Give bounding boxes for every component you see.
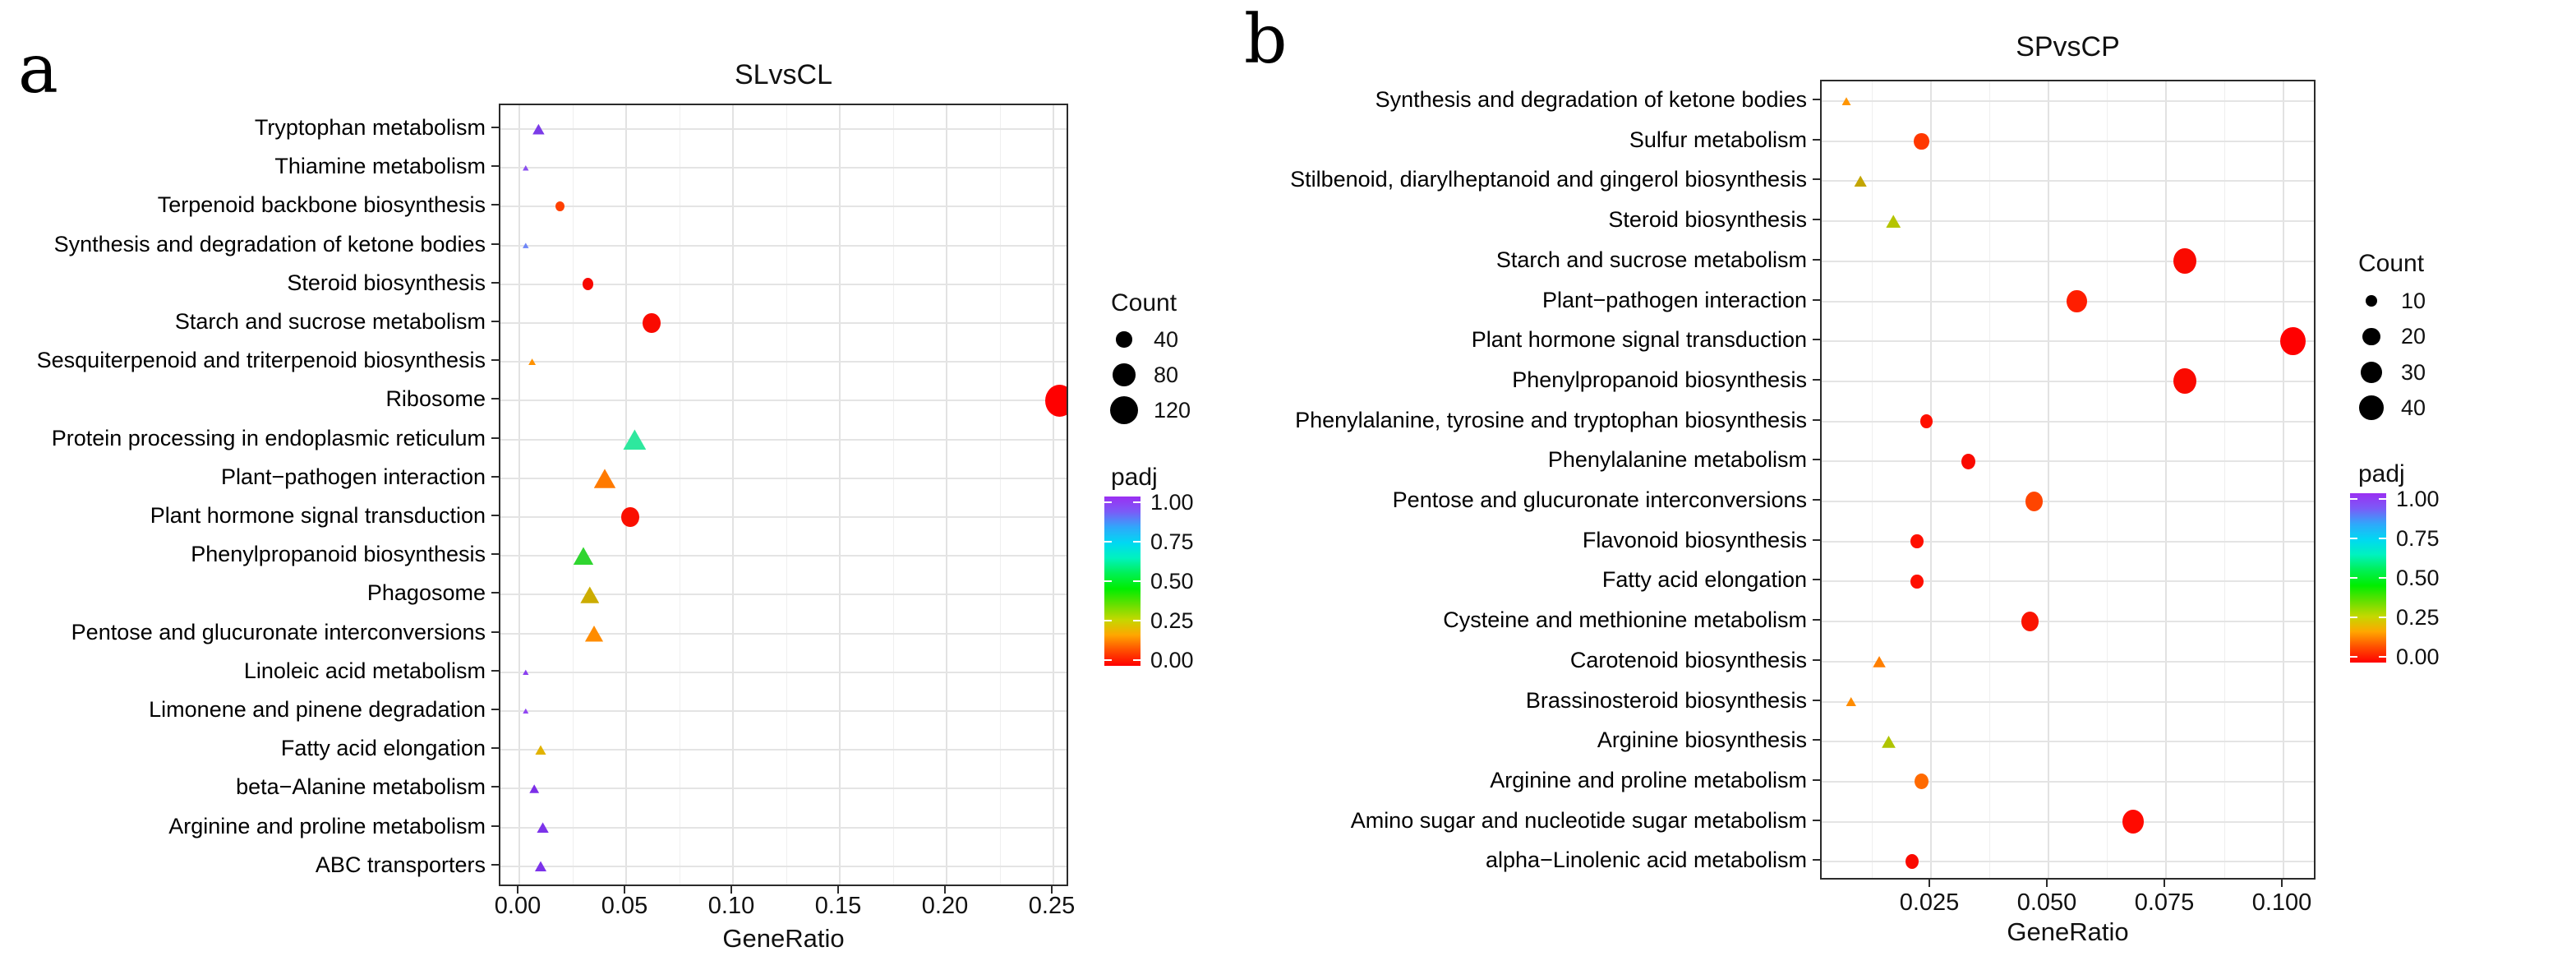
row-gridline (500, 400, 1067, 401)
padj-colorbar-tick (2350, 617, 2357, 618)
panel-a-padj-legend-title: padj (1111, 464, 1158, 491)
y-axis-pathway-label: Phagosome (366, 580, 486, 606)
y-axis-tick-mark (1813, 339, 1820, 340)
legend-count-marker (2362, 328, 2380, 345)
y-axis-tick-mark (1813, 820, 1820, 821)
row-gridline (1822, 180, 2314, 182)
x-axis-tick-label: 0.05 (601, 893, 648, 919)
x-axis-tick-label: 0.075 (2134, 889, 2195, 916)
y-axis-pathway-label: Flavonoid biosynthesis (1582, 527, 1807, 552)
major-gridline (2165, 81, 2167, 878)
y-axis-pathway-label: beta−Alanine metabolism (236, 774, 486, 800)
padj-tick-label: 0.75 (2396, 526, 2440, 551)
row-gridline (1822, 460, 2314, 462)
data-point (1961, 454, 1975, 469)
y-axis-tick-mark (1813, 859, 1820, 861)
row-gridline (1822, 741, 2314, 742)
y-axis-pathway-label: Plant hormone signal transduction (150, 503, 486, 528)
y-axis-tick-mark (1813, 178, 1820, 180)
y-axis-tick-mark (1813, 379, 1820, 381)
y-axis-tick-mark (1813, 739, 1820, 741)
padj-tick-label: 0.00 (2396, 644, 2440, 669)
x-axis-tick-label: 0.025 (1899, 889, 1960, 916)
y-axis-pathway-label: Tryptophan metabolism (254, 115, 486, 140)
row-gridline (1822, 381, 2314, 382)
y-axis-tick-mark (1813, 259, 1820, 261)
padj-colorbar-tick (2379, 617, 2386, 618)
padj-colorbar (2350, 493, 2386, 663)
row-gridline (1822, 340, 2314, 342)
y-axis-pathway-label: Steroid biosynthesis (287, 270, 486, 295)
y-axis-pathway-label: Starch and sucrose metabolism (174, 309, 486, 334)
row-gridline (500, 439, 1067, 441)
x-axis-tick-label: 0.050 (2016, 889, 2077, 916)
row-gridline (1822, 781, 2314, 783)
data-point (1910, 575, 1924, 589)
padj-tick-label: 1.00 (1150, 490, 1194, 515)
data-point (2067, 290, 2087, 313)
row-gridline (1822, 141, 2314, 142)
panel-a-count-legend-title: Count (1111, 289, 1177, 316)
y-axis-tick-mark (1813, 139, 1820, 141)
padj-tick-label: 0.25 (2396, 605, 2440, 630)
row-gridline (1822, 100, 2314, 102)
legend-count-label: 40 (1154, 327, 1179, 352)
row-gridline (1822, 501, 2314, 502)
row-gridline (500, 361, 1067, 363)
row-gridline (1822, 661, 2314, 663)
panel-b-title: SPvsCP (2016, 31, 2120, 62)
y-axis-tick-mark (1813, 299, 1820, 301)
y-axis-pathway-label: Protein processing in endoplasmic reticulum (51, 425, 486, 450)
row-gridline (1822, 701, 2314, 703)
y-axis-pathway-label: Phenylalanine metabolism (1547, 447, 1807, 473)
y-axis-pathway-label: Phenylpropanoid biosynthesis (191, 542, 486, 567)
data-point (1920, 414, 1933, 428)
y-axis-pathway-label: Plant−pathogen interaction (1542, 287, 1807, 312)
y-axis-tick-mark (491, 282, 499, 284)
y-axis-pathway-label: Synthesis and degradation of ketone bodies (53, 231, 486, 256)
minor-gridline (1989, 81, 1990, 878)
y-axis-tick-mark (1813, 499, 1820, 501)
x-axis-tick-label: 0.15 (814, 893, 862, 919)
panel-a-x-axis-label: GeneRatio (722, 924, 845, 953)
y-axis-tick-mark (1813, 779, 1820, 781)
y-axis-tick-mark (1813, 99, 1820, 100)
y-axis-pathway-label: Plant−pathogen interaction (221, 464, 486, 489)
y-axis-pathway-label: ABC transporters (315, 852, 486, 877)
y-axis-tick-mark (1813, 459, 1820, 460)
row-gridline (1822, 621, 2314, 622)
y-axis-pathway-label: Ribosome (385, 386, 486, 412)
y-axis-pathway-label: Cysteine and methionine metabolism (1443, 607, 1807, 633)
data-point (2122, 810, 2144, 834)
y-axis-tick-mark (491, 553, 499, 555)
y-axis-tick-mark (491, 476, 499, 478)
y-axis-tick-mark (1813, 619, 1820, 621)
row-gridline (500, 516, 1067, 518)
padj-tick-label: 0.50 (1150, 569, 1194, 594)
y-axis-pathway-label: Carotenoid biosynthesis (1569, 647, 1807, 672)
y-axis-pathway-label: Arginine and proline metabolism (1490, 767, 1807, 792)
data-point (2025, 492, 2043, 511)
padj-tick-label: 0.50 (2396, 566, 2440, 590)
legend-count-label: 20 (2401, 324, 2426, 349)
padj-colorbar-tick (2379, 538, 2386, 539)
y-axis-pathway-label: Starch and sucrose metabolism (1495, 247, 1807, 272)
panel-b-letter: b (1244, 1, 1288, 79)
padj-colorbar-tick (2350, 577, 2357, 579)
legend-count-label: 10 (2401, 289, 2426, 313)
y-axis-tick-mark (491, 398, 499, 400)
panel-a-title: SLvsCL (734, 59, 833, 90)
y-axis-pathway-label: Fatty acid elongation (1601, 567, 1807, 593)
padj-colorbar-tick (2350, 498, 2357, 500)
y-axis-pathway-label: Brassinosteroid biosynthesis (1525, 687, 1807, 713)
y-axis-tick-mark (491, 515, 499, 516)
major-gridline (2048, 81, 2049, 878)
panel-b-x-axis-label: GeneRatio (2007, 917, 2129, 946)
row-gridline (1822, 821, 2314, 823)
y-axis-pathway-label: Stilbenoid, diarylheptanoid and gingerol biosynthesis (1290, 167, 1807, 192)
row-gridline (1822, 580, 2314, 582)
padj-colorbar-tick (2379, 656, 2386, 658)
y-axis-pathway-label: Arginine biosynthesis (1597, 728, 1807, 753)
padj-colorbar-tick (2350, 656, 2357, 658)
row-gridline (500, 322, 1067, 324)
padj-tick-label: 0.00 (1150, 648, 1194, 672)
x-axis-tick-label: 0.25 (1028, 893, 1076, 919)
y-axis-tick-mark (1813, 659, 1820, 661)
y-axis-tick-mark (491, 437, 499, 439)
padj-tick-label: 1.00 (2396, 487, 2440, 511)
y-axis-tick-mark (491, 243, 499, 245)
y-axis-tick-mark (491, 204, 499, 206)
x-axis-tick-label: 0.20 (921, 893, 969, 919)
row-gridline (1822, 421, 2314, 423)
padj-colorbar-tick (2379, 498, 2386, 500)
y-axis-pathway-label: Thiamine metabolism (274, 154, 486, 179)
legend-count-marker (2366, 295, 2378, 307)
x-axis-tick-label: 0.00 (494, 893, 541, 919)
panel-a-letter: a (18, 30, 58, 109)
padj-colorbar-tick (2379, 577, 2386, 579)
padj-tick-label: 0.25 (1150, 608, 1194, 633)
legend-count-label: 120 (1154, 398, 1191, 423)
y-axis-pathway-label: Limonene and pinene degradation (149, 697, 486, 722)
y-axis-tick-mark (491, 321, 499, 322)
legend-count-label: 30 (2401, 359, 2426, 385)
y-axis-pathway-label: Steroid biosynthesis (1608, 207, 1807, 233)
padj-tick-label: 0.75 (1150, 529, 1194, 554)
data-point (1910, 534, 1924, 548)
panel-b-count-legend-title: Count (2358, 250, 2425, 277)
y-axis-pathway-label: alpha−Linolenic acid metabolism (1486, 848, 1807, 873)
data-point (2280, 327, 2305, 355)
data-point (1915, 774, 1929, 789)
y-axis-pathway-label: Pentose and glucuronate interconversions (71, 619, 486, 644)
row-gridline (1822, 861, 2314, 862)
row-gridline (500, 478, 1067, 479)
y-axis-pathway-label: Phenylalanine, tyrosine and tryptophan biosynthesis (1295, 407, 1807, 432)
panel-b-padj-legend-title: padj (2358, 460, 2405, 487)
y-axis-pathway-label: Pentose and glucuronate interconversions (1392, 487, 1807, 512)
data-point (1914, 133, 1929, 150)
y-axis-pathway-label: Terpenoid backbone biosynthesis (157, 192, 486, 218)
y-axis-pathway-label: Linoleic acid metabolism (243, 658, 486, 683)
y-axis-pathway-label: Synthesis and degradation of ketone bodies (1375, 87, 1807, 112)
x-axis-tick-mark (1929, 880, 1930, 887)
y-axis-pathway-label: Sulfur metabolism (1629, 127, 1807, 152)
data-point (1906, 854, 1919, 869)
y-axis-pathway-label: Amino sugar and nucleotide sugar metabolism (1350, 807, 1807, 833)
minor-gridline (2224, 81, 2225, 878)
data-point (2173, 248, 2196, 274)
y-axis-pathway-label: Plant hormone signal transduction (1471, 327, 1807, 353)
y-axis-pathway-label: Phenylpropanoid biosynthesis (1512, 367, 1807, 392)
y-axis-tick-mark (1813, 419, 1820, 421)
data-point (2021, 612, 2039, 631)
minor-gridline (2107, 81, 2108, 878)
minor-gridline (1872, 81, 1873, 878)
x-axis-tick-mark (2164, 880, 2165, 887)
y-axis-pathway-label: Fatty acid elongation (280, 736, 486, 761)
y-axis-pathway-label: Arginine and proline metabolism (168, 813, 486, 838)
y-axis-tick-mark (1813, 700, 1820, 701)
row-gridline (1822, 541, 2314, 543)
x-axis-tick-label: 0.100 (2251, 889, 2312, 916)
row-gridline (1822, 261, 2314, 262)
y-axis-tick-mark (491, 359, 499, 361)
x-axis-tick-mark (2046, 880, 2048, 887)
x-axis-tick-label: 0.10 (707, 893, 755, 919)
legend-count-label: 40 (2401, 395, 2426, 421)
major-gridline (1930, 81, 1932, 878)
padj-colorbar-tick (2350, 538, 2357, 539)
legend-count-label: 80 (1154, 363, 1179, 387)
y-axis-tick-mark (1813, 579, 1820, 580)
y-axis-tick-mark (1813, 539, 1820, 541)
panel-b-plot-area (1820, 80, 2316, 880)
legend-count-marker (2359, 395, 2384, 420)
y-axis-tick-mark (1813, 219, 1820, 220)
y-axis-pathway-label: Sesquiterpenoid and triterpenoid biosynthesis (36, 348, 486, 373)
x-axis-tick-mark (2281, 880, 2283, 887)
major-gridline (2283, 81, 2284, 878)
data-point (2173, 368, 2196, 394)
legend-count-marker (2361, 362, 2382, 383)
